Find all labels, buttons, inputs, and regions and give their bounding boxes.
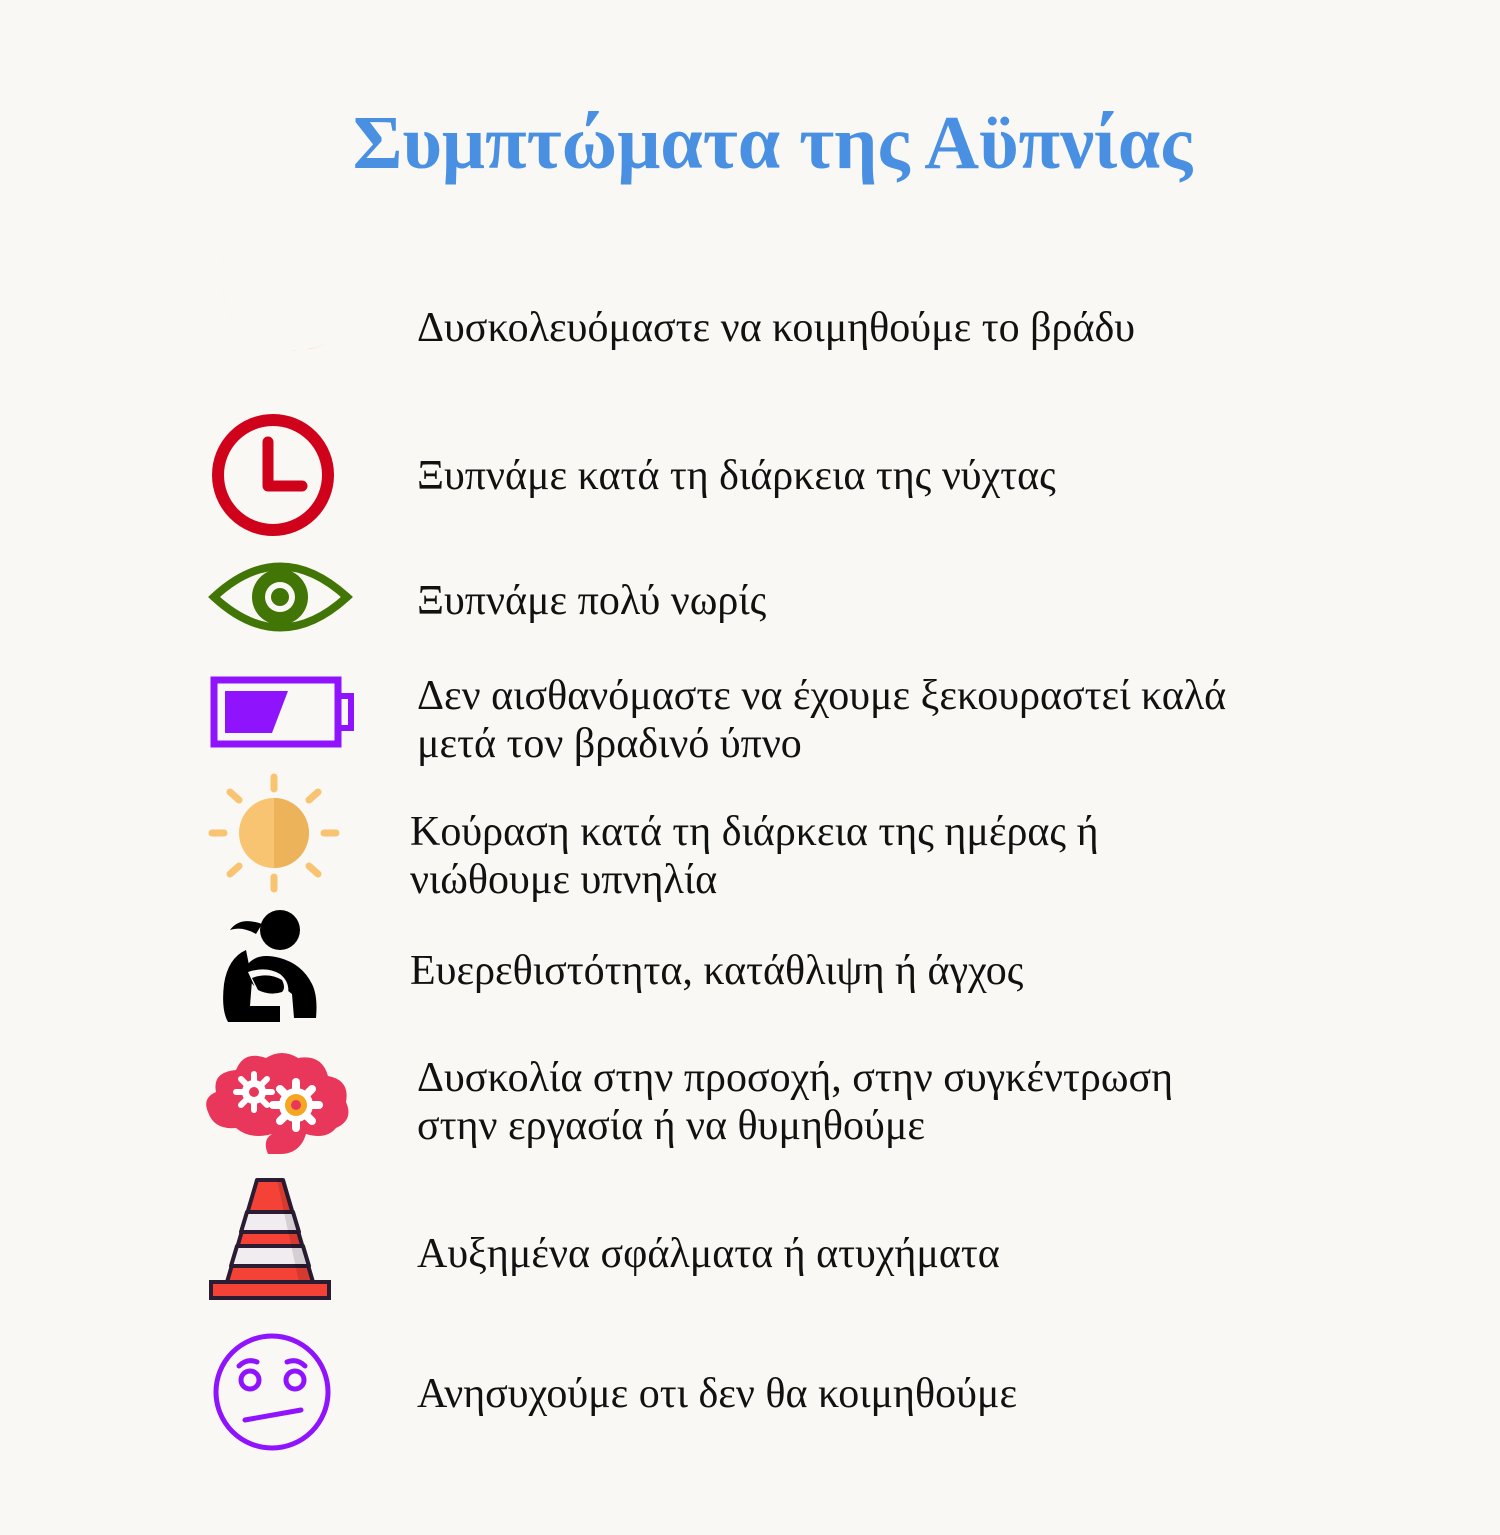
low-battery-icon [210,676,355,748]
page-title: Συμπτώματα της Αϋπνίας [352,101,1193,185]
brain-gears-icon [202,1048,354,1158]
symptom-label-8: Αυξημένα σφάλματα ή ατυχήματα [417,1231,1000,1277]
symptom-label-9: Ανησυχούμε οτι δεν θα κοιμηθούμε [417,1371,1018,1417]
symptom-label-4: Δεν αισθανόμαστε να έχουμε ξεκουραστεί καλά μετά τον βραδινό ύπνο [417,673,1227,767]
symptom-label-6: Ευερεθιστότητα, κατάθλιψη ή άγχος [410,948,1024,994]
symptom-label-2: Ξυπνάμε κατά τη διάρκεια της νύχτας [417,453,1056,499]
symptom-label-5: Κούραση κατά τη διάρκεια της ημέρας ή νιώθουμε υπνηλία [410,809,1099,903]
sad-person-icon [218,910,323,1022]
sun-icon [208,772,340,894]
symptom-label-1: Δυσκολευόμαστε να κοιμηθούμε το βράδυ [417,305,1136,351]
worried-face-icon [207,1332,337,1452]
clock-icon [210,412,336,538]
crescent-moon-icon [205,208,340,358]
eye-icon [208,558,353,636]
symptom-label-7: Δυσκολία στην προσοχή, στην συγκέντρωση στην εργασία ή να θυμηθούμε [417,1055,1174,1149]
traffic-cone-icon [207,1176,333,1302]
symptom-label-3: Ξυπνάμε πολύ νωρίς [417,578,767,624]
